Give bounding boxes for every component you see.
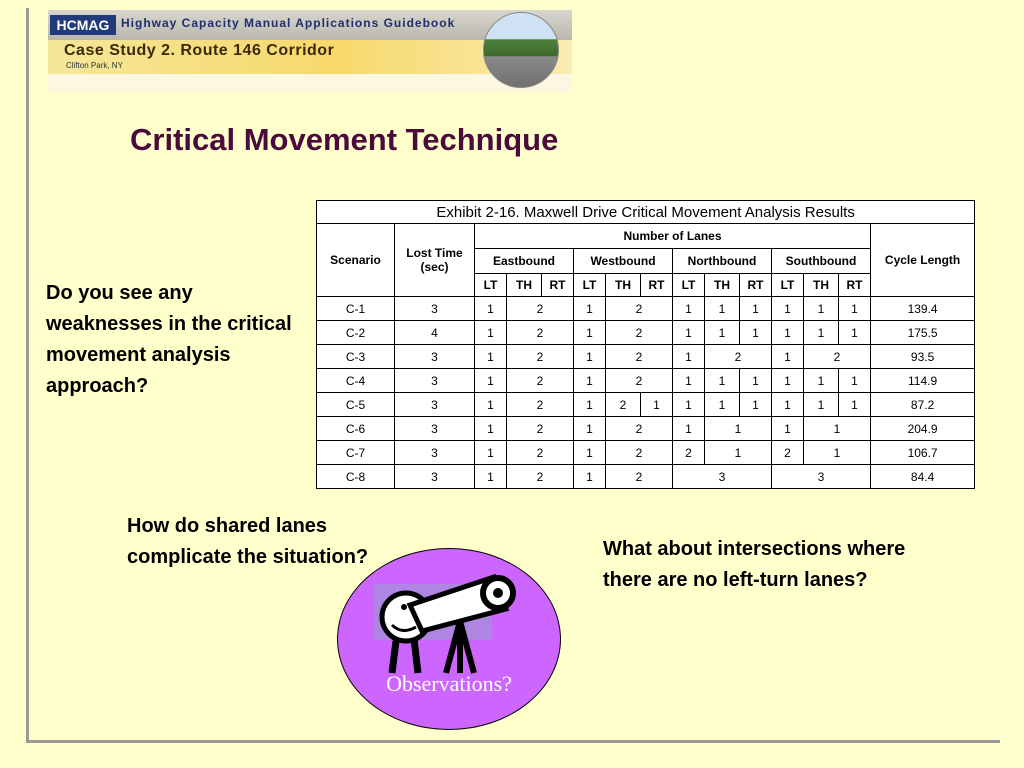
cell-eb: 1 (475, 321, 507, 345)
cell-scenario: C-3 (317, 345, 395, 369)
cell-cycle-length: 175.5 (871, 321, 975, 345)
cell-lost-time: 3 (395, 297, 475, 321)
cell-scenario: C-7 (317, 441, 395, 465)
cell-nb: 1 (705, 297, 740, 321)
cell-eb: 1 (475, 393, 507, 417)
cell-nb: 1 (740, 369, 772, 393)
cell-sb: 1 (839, 321, 871, 345)
telescope-observer-icon (374, 569, 524, 679)
cell-scenario: C-1 (317, 297, 395, 321)
cell-sb: 1 (772, 297, 804, 321)
cell-sb: 1 (772, 345, 804, 369)
header-northbound: Northbound (673, 249, 772, 274)
cell-wb: 2 (606, 321, 673, 345)
cell-eb: 2 (507, 321, 574, 345)
cell-lost-time: 3 (395, 441, 475, 465)
cell-wb: 2 (606, 417, 673, 441)
table-row (317, 345, 975, 369)
cell-lost-time: 3 (395, 345, 475, 369)
cell-wb: 1 (574, 321, 606, 345)
cell-eb: 2 (507, 465, 574, 489)
cell-eb: 1 (475, 465, 507, 489)
cell-nb: 1 (705, 417, 772, 441)
cell-eb: 2 (507, 345, 574, 369)
table-row (317, 441, 975, 465)
cell-wb: 2 (606, 369, 673, 393)
header-number-of-lanes: Number of Lanes (475, 224, 871, 249)
banner-title: Highway Capacity Manual Applications Guidebook (121, 16, 456, 30)
header-lt: LT (673, 274, 705, 297)
cell-nb: 1 (740, 297, 772, 321)
header-th: TH (804, 274, 839, 297)
cell-cycle-length: 106.7 (871, 441, 975, 465)
cell-nb: 1 (705, 369, 740, 393)
header-th: TH (507, 274, 542, 297)
cell-wb: 2 (606, 441, 673, 465)
cell-wb: 2 (606, 393, 641, 417)
cell-eb: 1 (475, 369, 507, 393)
cell-nb: 1 (740, 321, 772, 345)
cell-sb: 1 (804, 321, 839, 345)
slide-frame-bottom (26, 740, 1000, 743)
cell-eb: 2 (507, 369, 574, 393)
cell-wb: 2 (606, 465, 673, 489)
cell-wb: 1 (574, 393, 606, 417)
cell-nb: 1 (673, 345, 705, 369)
slide-title: Critical Movement Technique (130, 122, 559, 157)
cell-sb: 1 (804, 417, 871, 441)
table-row (317, 417, 975, 441)
cell-nb: 1 (705, 441, 772, 465)
cell-scenario: C-5 (317, 393, 395, 417)
cell-lost-time: 3 (395, 465, 475, 489)
question-weaknesses: Do you see any weaknesses in the critical movement analysis approach? (46, 282, 292, 397)
header-lt: LT (475, 274, 507, 297)
cell-sb: 1 (772, 417, 804, 441)
table-row (317, 393, 975, 417)
cell-scenario: C-2 (317, 321, 395, 345)
cell-nb: 1 (740, 393, 772, 417)
cell-sb: 2 (804, 345, 871, 369)
cell-lost-time: 3 (395, 393, 475, 417)
cell-wb: 1 (574, 369, 606, 393)
cell-cycle-length: 87.2 (871, 393, 975, 417)
cell-sb: 3 (772, 465, 871, 489)
cell-sb: 1 (772, 393, 804, 417)
cell-sb: 1 (772, 369, 804, 393)
cell-wb: 1 (574, 441, 606, 465)
header-rt: RT (542, 274, 574, 297)
table-row (317, 369, 975, 393)
road-photo-icon (483, 12, 559, 88)
cell-nb: 2 (673, 441, 705, 465)
cell-eb: 2 (507, 297, 574, 321)
cell-sb: 1 (839, 369, 871, 393)
header-rt: RT (839, 274, 871, 297)
header-rt: RT (641, 274, 673, 297)
table-row (317, 297, 975, 321)
cell-cycle-length: 84.4 (871, 465, 975, 489)
analysis-results-table (316, 200, 975, 489)
cell-wb: 1 (574, 297, 606, 321)
header-lt: LT (574, 274, 606, 297)
cell-eb: 1 (475, 297, 507, 321)
header-cycle-length: Cycle Length (871, 224, 975, 297)
cell-sb: 1 (839, 297, 871, 321)
cell-lost-time: 4 (395, 321, 475, 345)
cell-nb: 1 (705, 393, 740, 417)
cell-sb: 1 (804, 369, 839, 393)
case-study-title: Case Study 2. Route 146 Corridor (64, 42, 335, 59)
cell-eb: 2 (507, 417, 574, 441)
header-scenario: Scenario (317, 224, 395, 297)
cell-eb: 2 (507, 441, 574, 465)
cell-nb: 1 (673, 393, 705, 417)
header-th: TH (705, 274, 740, 297)
header-rt: RT (740, 274, 772, 297)
cell-nb: 1 (673, 297, 705, 321)
observations-label: Observations? (386, 671, 512, 696)
cell-cycle-length: 114.9 (871, 369, 975, 393)
question-shared-lanes: How do shared lanes complicate the situation? (127, 515, 369, 568)
cell-cycle-length: 204.9 (871, 417, 975, 441)
cell-sb: 1 (804, 393, 839, 417)
table-row (317, 321, 975, 345)
cell-sb: 1 (804, 441, 871, 465)
header-lost-time: Lost Time (sec) (395, 224, 475, 297)
cell-nb: 1 (673, 369, 705, 393)
header-westbound: Westbound (574, 249, 673, 274)
cell-lost-time: 3 (395, 417, 475, 441)
header-th: TH (606, 274, 641, 297)
cell-wb: 1 (574, 465, 606, 489)
header-lt: LT (772, 274, 804, 297)
cell-nb: 1 (673, 417, 705, 441)
header-eastbound: Eastbound (475, 249, 574, 274)
cell-wb: 1 (574, 417, 606, 441)
cell-wb: 2 (606, 345, 673, 369)
cell-sb: 1 (804, 297, 839, 321)
cell-scenario: C-6 (317, 417, 395, 441)
cell-wb: 1 (574, 345, 606, 369)
observations-ellipse (337, 548, 561, 730)
cell-nb: 1 (673, 321, 705, 345)
case-study-location: Clifton Park, NY (66, 61, 123, 70)
table-caption: Exhibit 2-16. Maxwell Drive Critical Movement Analysis Results (317, 201, 975, 224)
cell-cycle-length: 93.5 (871, 345, 975, 369)
cell-cycle-length: 139.4 (871, 297, 975, 321)
cell-wb: 2 (606, 297, 673, 321)
cell-wb: 1 (641, 393, 673, 417)
hcmag-logo: HCMAG (50, 15, 116, 35)
cell-sb: 1 (772, 321, 804, 345)
cell-sb: 2 (772, 441, 804, 465)
cell-lost-time: 3 (395, 369, 475, 393)
table-row (317, 465, 975, 489)
cell-nb: 2 (705, 345, 772, 369)
cell-scenario: C-8 (317, 465, 395, 489)
question-no-left-turn-lanes: What about intersections where there are no left-turn lanes? (603, 538, 906, 591)
cell-eb: 1 (475, 345, 507, 369)
header-southbound: Southbound (772, 249, 871, 274)
cell-eb: 1 (475, 417, 507, 441)
cell-scenario: C-4 (317, 369, 395, 393)
cell-nb: 1 (705, 321, 740, 345)
header-banner (48, 10, 572, 92)
cell-eb: 2 (507, 393, 574, 417)
slide-frame-left (26, 8, 29, 743)
cell-eb: 1 (475, 441, 507, 465)
cell-sb: 1 (839, 393, 871, 417)
cell-nb: 3 (673, 465, 772, 489)
